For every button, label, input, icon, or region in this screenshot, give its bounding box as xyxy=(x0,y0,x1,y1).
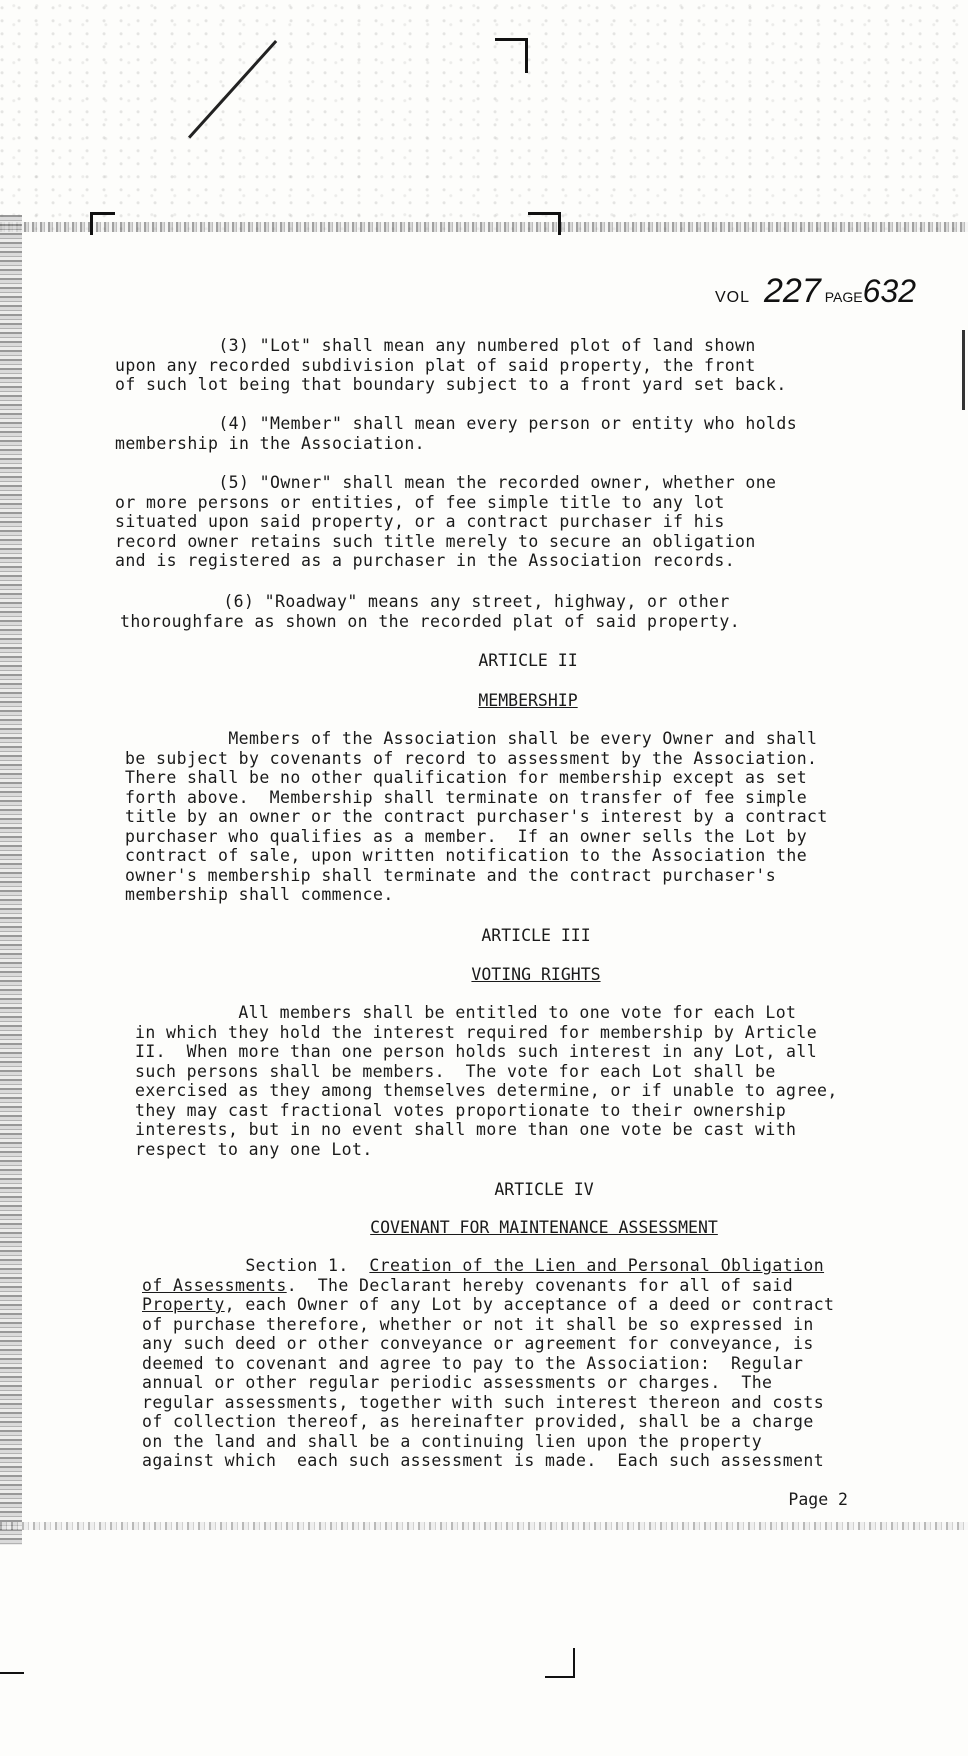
membership-paragraph: Members of the Association shall be every Owner and shall be subject by covenants of record to assessment by the Association. There shall be no other qualification for membership except as set forth above. Membership shall terminate on transfer of fee simple title by an owner or the contract purchaser's interest by a contract purchaser who qualifies as a member. If an owner sells the Lot by contract of sale, upon written notification to the Association the owner's membership shall terminate and the contract purchaser's membership shall commence. xyxy=(125,729,828,904)
scan-band-bottom xyxy=(0,1522,968,1530)
article-title: MEMBERSHIP xyxy=(478,691,578,710)
article-heading: ARTICLE III xyxy=(481,926,591,945)
section-1-paragraph xyxy=(142,1256,834,1471)
crop-mark xyxy=(0,1672,24,1674)
section-underlined-word: Property xyxy=(142,1295,225,1314)
scan-left-edge xyxy=(0,215,22,1545)
scan-noise xyxy=(0,0,968,230)
section-lead: Section 1. xyxy=(142,1256,370,1275)
scan-band-top xyxy=(0,222,968,232)
page-label: PAGE xyxy=(824,289,863,305)
vol-number: 227 xyxy=(764,272,821,310)
article-heading: ARTICLE IV xyxy=(494,1180,594,1199)
voting-paragraph: All members shall be entitled to one vote for each Lot in which they hold the interest required for membership by Article II. When more than one person holds such interest in any Lot, all such persons shall be members. The vote for each Lot shall be exercised as they among themselves determine, or if unable to agree, they may cast fractional votes proportionate to their ownership interests, but in no event shall more than one vote be cast with respect to any one Lot. xyxy=(135,1003,838,1159)
crop-mark xyxy=(495,38,528,73)
section-title-continued: of Assessments xyxy=(142,1275,287,1295)
definition-owner: (5) "Owner" shall mean the recorded owner, whether one or more persons or entities, of fee simple title to any lot situated upon said property, or a contract purchaser if his record owner retains such title merely to secure an obligation and is registered as a purchaser in the Association records. xyxy=(115,473,777,570)
margin-mark xyxy=(962,330,965,410)
vol-label: VOL xyxy=(714,289,750,306)
page-footer: Page 2 xyxy=(788,1490,848,1509)
definition-member: (4) "Member" shall mean every person or entity who holds membership in the Association. xyxy=(115,414,798,453)
crop-mark xyxy=(545,1648,575,1678)
section-text: . The Declarant hereby covenants for all of said xyxy=(286,1275,794,1295)
page-number: 632 xyxy=(862,273,916,309)
article-title: VOTING RIGHTS xyxy=(471,965,601,984)
crop-mark xyxy=(90,212,115,235)
crop-mark xyxy=(528,212,561,235)
section-title: Creation of the Lien and Personal Obligation xyxy=(369,1256,825,1275)
recording-stamp xyxy=(715,272,916,311)
definition-lot: (3) "Lot" shall mean any numbered plot of land shown upon any recorded subdivision plat of said property, the front of such lot being that boundary subject to a front yard set back. xyxy=(115,336,787,394)
article-title: COVENANT FOR MAINTENANCE ASSESSMENT xyxy=(370,1218,718,1237)
definition-roadway: (6) "Roadway" means any street, highway, or other thoroughfare as shown on the recorded plat of said property. xyxy=(120,592,741,631)
section-text: , each Owner of any Lot by acceptance of a deed or contract of purchase therefore, whether or not it shall be so expressed in any such deed or other conveyance or agreement for conveyance, is deemed to covenant and agree to pay to the Association: Regular annual or other regular periodic assessments or charges. The regular assessments, together with such interest thereon and costs of collection thereof, as hereinafter provided, shall be a charge on the land and shall be a continuing lien upon the property against which each such assessment is made. Each such assessment xyxy=(142,1295,835,1470)
article-heading: ARTICLE II xyxy=(478,651,578,670)
